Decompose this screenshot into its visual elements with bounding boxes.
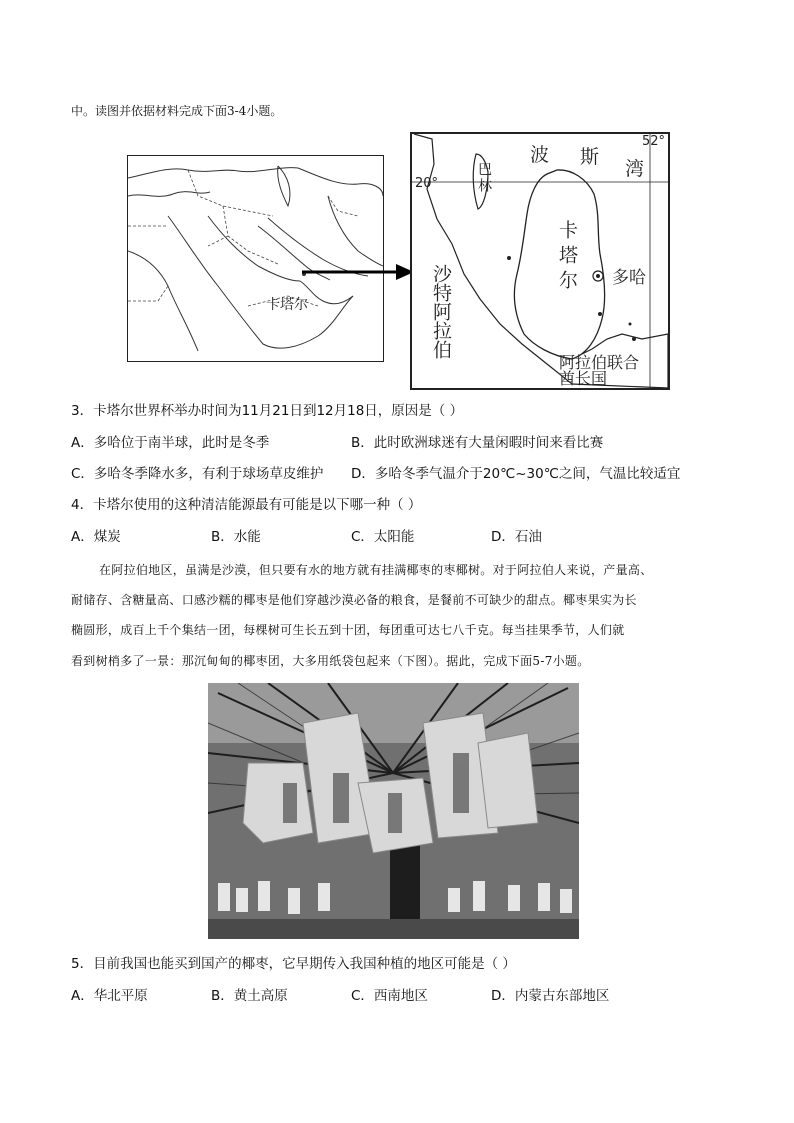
passage-line-4: 看到树梢多了一景：那沉甸甸的椰枣团，大多用纸袋包起来（下图）。据此，完成下面5-7小题。 — [71, 654, 590, 668]
q3-stem: 3．卡塔尔世界杯举办时间为11月21日到12月18日，原因是（ ） — [71, 403, 464, 419]
q4-option-a: A．煤炭 — [71, 529, 121, 545]
q4-stem: 4．卡塔尔使用的这种清洁能源最有可能是以下哪一种（ ） — [71, 497, 422, 513]
lead-text: 中。读图并依据材料完成下面3-4小题。 — [71, 104, 283, 118]
middle-east-map-drawing — [128, 156, 383, 361]
middle-east-map — [127, 155, 384, 362]
map-label-qatar-left: 卡塔尔 — [266, 297, 308, 313]
q4-option-d: D．石油 — [491, 529, 542, 545]
q3-option-d: D．多哈冬季气温介于20℃~30℃之间，气温比较适宜 — [351, 466, 681, 482]
gulf-char-2: 斯 — [580, 146, 600, 168]
q3-option-c: C．多哈冬季降水多，有利于球场草皮维护 — [71, 466, 324, 482]
latitude-label: 20° — [415, 176, 439, 191]
uae-label: 阿拉伯联合酋长国 — [559, 353, 640, 388]
passage-line-2: 耐储存、含糖量高、口感沙糯的椰枣是他们穿越沙漠必备的粮食，是餐前不可缺少的甜点。椰枣果实为长 — [71, 593, 637, 607]
passage-line-1: 在阿拉伯地区，虽满是沙漠，但只要有水的地方就有挂满椰枣的枣椰树。对于阿拉伯人来说，产量高、 — [99, 563, 653, 577]
longitude-label: 52° — [642, 134, 666, 149]
saudi-label: 沙特阿拉伯 — [430, 264, 452, 359]
q5-option-c: C．西南地区 — [351, 988, 428, 1004]
arrow-icon — [300, 262, 415, 282]
q5-stem: 5．目前我国也能买到国产的椰枣，它早期传入我国种植的地区可能是（ ） — [71, 956, 516, 972]
qatar-label: 卡塔尔 — [556, 220, 578, 295]
qatar-detail-map — [410, 132, 670, 390]
date-palm-photo — [208, 683, 579, 939]
q5-option-a: A．华北平原 — [71, 988, 148, 1004]
q5-option-d: D．内蒙古东部地区 — [491, 988, 610, 1004]
q3-option-a: A．多哈位于南半球，此时是冬季 — [71, 435, 270, 451]
bahrain-label: 巴林 — [476, 162, 492, 194]
gulf-char-3: 湾 — [625, 158, 645, 180]
q5-option-b: B．黄土高原 — [211, 988, 288, 1004]
q3-option-b: B．此时欧洲球迷有大量闲暇时间来看比赛 — [351, 435, 604, 451]
gulf-char-1: 波 — [530, 144, 550, 166]
q4-option-b: B．水能 — [211, 529, 261, 545]
doha-label: 多哈 — [612, 268, 646, 288]
passage-line-3: 椭圆形，成百上千个集结一团，每棵树可生长五到十团，每团重可达七八千克。每当挂果季节，人们就 — [71, 623, 625, 637]
q4-option-c: C．太阳能 — [351, 529, 415, 545]
